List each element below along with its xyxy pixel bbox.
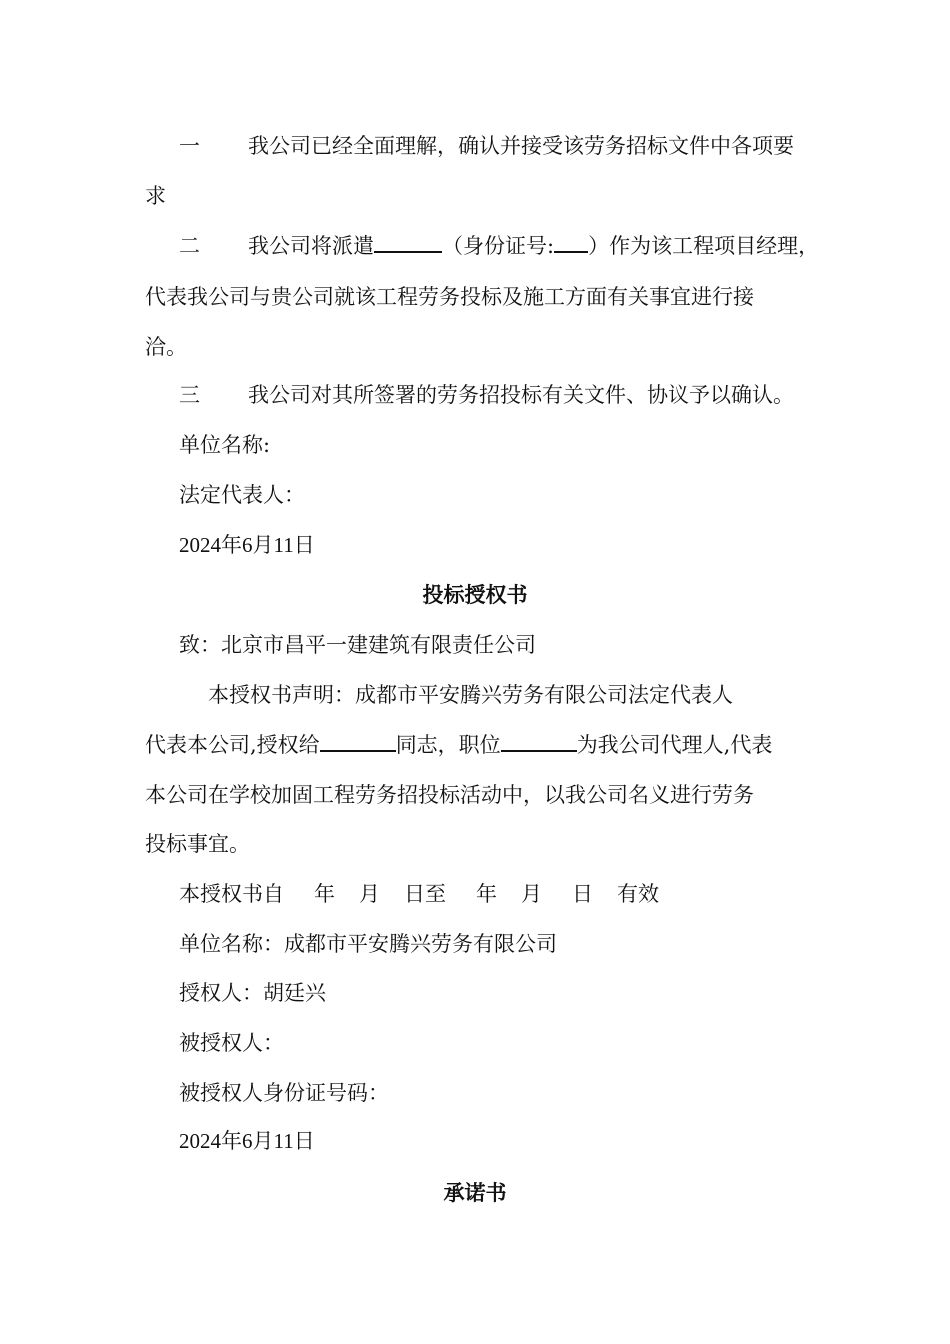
authorization-unit-name: 单位名称：成都市平安腾兴劳务有限公司 (179, 932, 557, 956)
item-2-number: 二 (179, 234, 200, 258)
item-1-text: 我公司已经全面理解，确认并接受该劳务招标文件中各项要 (248, 134, 794, 158)
commitment-title: 承诺书 (443, 1180, 507, 1205)
validity-year-1: 年 (314, 882, 335, 906)
authorization-date: 2024年6月11日 (179, 1129, 315, 1153)
authorization-p2-a: 代表本公司,授权给 (145, 733, 320, 757)
validity-end: 有效 (617, 882, 659, 906)
authorization-p4: 投标事宜。 (145, 832, 250, 856)
validity-year-2: 年 (476, 882, 497, 906)
id-number-blank (554, 231, 588, 253)
validity-month-2: 月 (521, 882, 542, 906)
unit-name-label: 单位名称: (179, 433, 271, 457)
manager-name-blank (374, 231, 442, 253)
grantor-label: 授权人：胡廷兴 (179, 981, 326, 1005)
authorization-p3: 本公司在学校加固工程劳务招投标活动中，以我公司名义进行劳务 (145, 783, 754, 807)
grantee-label: 被授权人： (179, 1031, 284, 1055)
authorization-p1: 本授权书声明：成都市平安腾兴劳务有限公司法定代表人 (208, 683, 733, 707)
item-2-line-1 (179, 231, 819, 261)
grantee-id-label: 被授权人身份证号码： (179, 1081, 389, 1105)
item-3-line-1 (179, 380, 794, 410)
validity-day-1: 日至 (404, 882, 446, 906)
validity-period (179, 879, 659, 909)
item-2-text-post: ）作为该工程项目经理， (588, 234, 820, 258)
item-1-number: 一 (179, 134, 200, 158)
item-1-line-1 (179, 131, 794, 161)
authorization-p2-c: 为我公司代理人,代表 (576, 733, 773, 757)
item-3-number: 三 (179, 383, 200, 407)
authorization-title: 投标授权书 (422, 582, 528, 607)
validity-day-2: 日 (572, 882, 593, 906)
validity-from: 本授权书自 (179, 882, 284, 906)
authorization-p2 (145, 730, 772, 760)
item-2-line-3: 洽。 (145, 335, 187, 359)
agent-name-blank (320, 730, 396, 752)
authorization-recipient: 致：北京市昌平一建建筑有限责任公司 (179, 633, 536, 657)
agent-position-blank (501, 730, 577, 752)
item-2-line-2: 代表我公司与贵公司就该工程劳务投标及施工方面有关事宜进行接 (145, 285, 754, 309)
item-2-text-mid: （身份证号: (442, 234, 555, 258)
authorization-p2-b: 同志，职位 (395, 733, 501, 757)
section1-date: 2024年6月11日 (179, 533, 315, 557)
validity-month-1: 月 (359, 882, 380, 906)
item-3-text: 我公司对其所签署的劳务招投标有关文件、协议予以确认。 (248, 383, 794, 407)
item-2-text-pre: 我公司将派遣 (248, 234, 374, 258)
legal-representative-label: 法定代表人： (179, 483, 305, 507)
item-1-line-2: 求 (145, 184, 166, 208)
